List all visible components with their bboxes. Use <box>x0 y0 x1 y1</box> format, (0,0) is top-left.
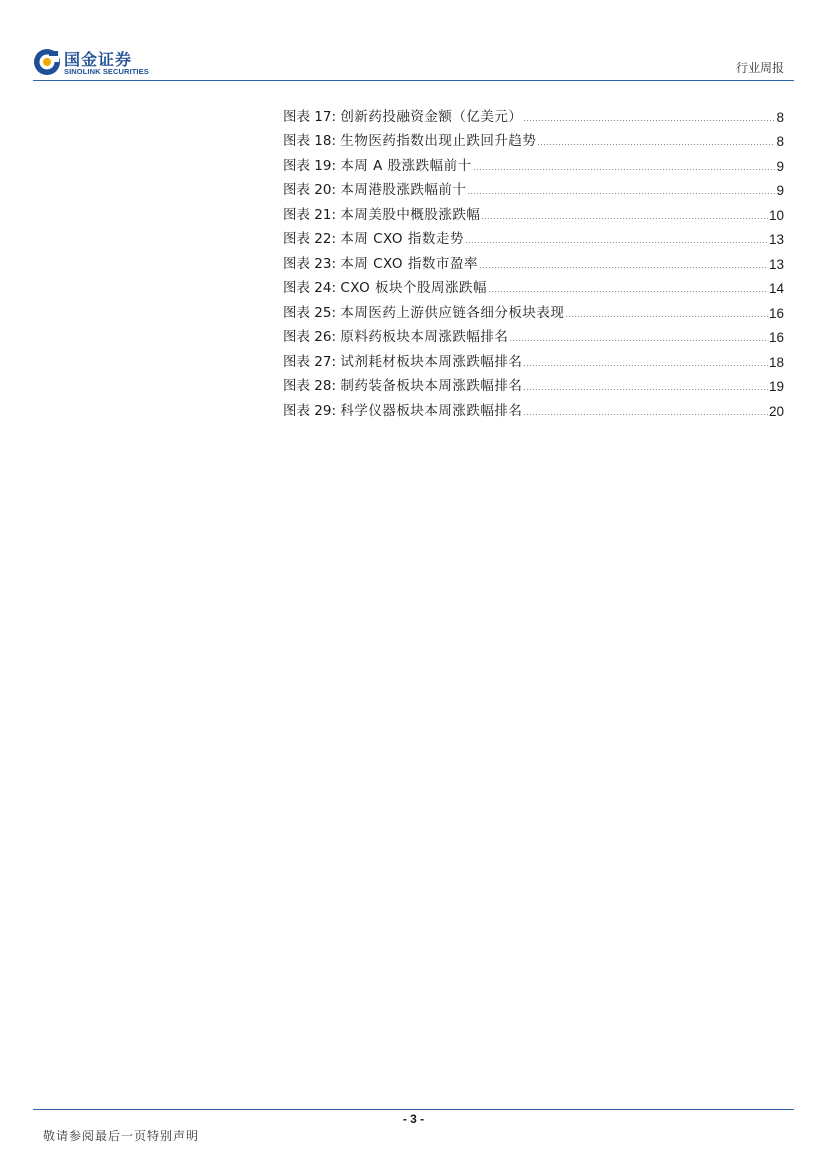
toc-entry[interactable] <box>283 198 784 223</box>
toc-dot-leader <box>473 156 776 174</box>
toc-entry[interactable] <box>283 345 784 370</box>
toc-entry-number: 图表 28: <box>283 378 337 394</box>
toc-entry-page: 13 <box>768 256 784 272</box>
toc-entry-title: 试剂耗材板块本周涨跌幅排名 <box>340 353 523 370</box>
disclaimer-text: 敬请参阅最后一页特别声明 <box>43 1129 200 1143</box>
footer-divider <box>33 1109 794 1110</box>
toc-entry[interactable] <box>283 174 784 199</box>
toc-entry-title: 本周 CXO 指数市盈率 <box>340 255 478 272</box>
toc-entry-title: 本周美股中概股涨跌幅 <box>340 206 481 223</box>
toc-dot-leader <box>467 180 775 198</box>
page-header <box>0 0 827 84</box>
toc-entry-title: 本周医药上游供应链各细分板块表现 <box>340 304 565 321</box>
toc-entry-page: 13 <box>768 232 784 247</box>
toc-entry-number: 图表 22: <box>283 231 337 247</box>
toc-dot-leader <box>479 254 768 272</box>
toc-entry[interactable] <box>283 370 784 395</box>
toc-entry-title: 本周港股涨跌幅前十 <box>340 182 467 198</box>
toc-entry-title: 科学仪器板块本周涨跌幅排名 <box>340 402 523 419</box>
header-divider <box>33 80 794 81</box>
toc-dot-leader <box>509 327 768 345</box>
toc-entry-title: 原料药板块本周涨跌幅排名 <box>340 329 509 345</box>
company-logo <box>33 46 173 80</box>
toc-entry-page: 9 <box>776 158 784 174</box>
toc-entry[interactable] <box>283 223 784 248</box>
toc-entry-number: 图表 25: <box>283 304 337 321</box>
toc-entry-title: 制药装备板块本周涨跌幅排名 <box>340 378 523 394</box>
toc-entry[interactable] <box>283 272 784 297</box>
toc-entry-page: 16 <box>768 330 784 345</box>
toc-entry-page: 8 <box>776 109 784 125</box>
toc-dot-leader <box>488 278 768 296</box>
toc-entry[interactable] <box>283 149 784 174</box>
toc-dot-leader <box>523 107 775 125</box>
toc-entry[interactable] <box>283 321 784 346</box>
toc-entry-page: 14 <box>768 281 784 296</box>
toc-entry[interactable] <box>283 100 784 125</box>
toc-entry-page: 18 <box>768 354 784 370</box>
toc-dot-leader <box>565 303 768 321</box>
logo-english-name: SINOLINK SECURITIES <box>64 67 149 76</box>
toc-entry[interactable] <box>283 247 784 272</box>
toc-entry-page: 16 <box>768 305 784 321</box>
toc-dot-leader <box>481 205 768 223</box>
toc-entry-number: 图表 23: <box>283 255 337 272</box>
toc-dot-leader <box>523 401 768 419</box>
toc-entry-title: 本周 CXO 指数走势 <box>340 231 464 247</box>
toc-entry-number: 图表 24: <box>283 280 337 296</box>
toc-entry-title: 创新药投融资金额（亿美元） <box>340 108 523 125</box>
toc-entry[interactable] <box>283 394 784 419</box>
toc-entry-number: 图表 20: <box>283 182 337 198</box>
figure-index-list <box>283 100 784 419</box>
toc-dot-leader <box>523 352 768 370</box>
toc-entry[interactable] <box>283 125 784 150</box>
toc-entry-title: 生物医药指数出现止跌回升趋势 <box>340 133 537 149</box>
toc-entry-title: CXO 板块个股周涨跌幅 <box>340 280 488 296</box>
toc-entry-number: 图表 26: <box>283 329 337 345</box>
toc-entry-title: 本周 A 股涨跌幅前十 <box>340 157 472 174</box>
toc-entry-page: 9 <box>776 183 784 198</box>
toc-entry-number: 图表 27: <box>283 353 337 370</box>
toc-entry-number: 图表 29: <box>283 402 337 419</box>
page-number: - 3 - <box>402 1112 425 1126</box>
toc-entry-page: 8 <box>776 134 784 149</box>
toc-dot-leader <box>537 131 775 149</box>
toc-entry[interactable] <box>283 296 784 321</box>
toc-entry-page: 10 <box>768 207 784 223</box>
toc-entry-page: 20 <box>768 403 784 419</box>
toc-dot-leader <box>465 229 768 247</box>
toc-entry-page: 19 <box>768 379 784 394</box>
toc-dot-leader <box>523 376 768 394</box>
toc-entry-number: 图表 21: <box>283 206 337 223</box>
report-type-label: 行业周报 <box>735 61 784 75</box>
toc-entry-number: 图表 19: <box>283 157 337 174</box>
toc-entry-number: 图表 18: <box>283 133 337 149</box>
sinolink-logo-icon <box>33 48 61 76</box>
logo-chinese-name: 国金证券 <box>64 50 133 69</box>
toc-entry-number: 图表 17: <box>283 108 337 125</box>
